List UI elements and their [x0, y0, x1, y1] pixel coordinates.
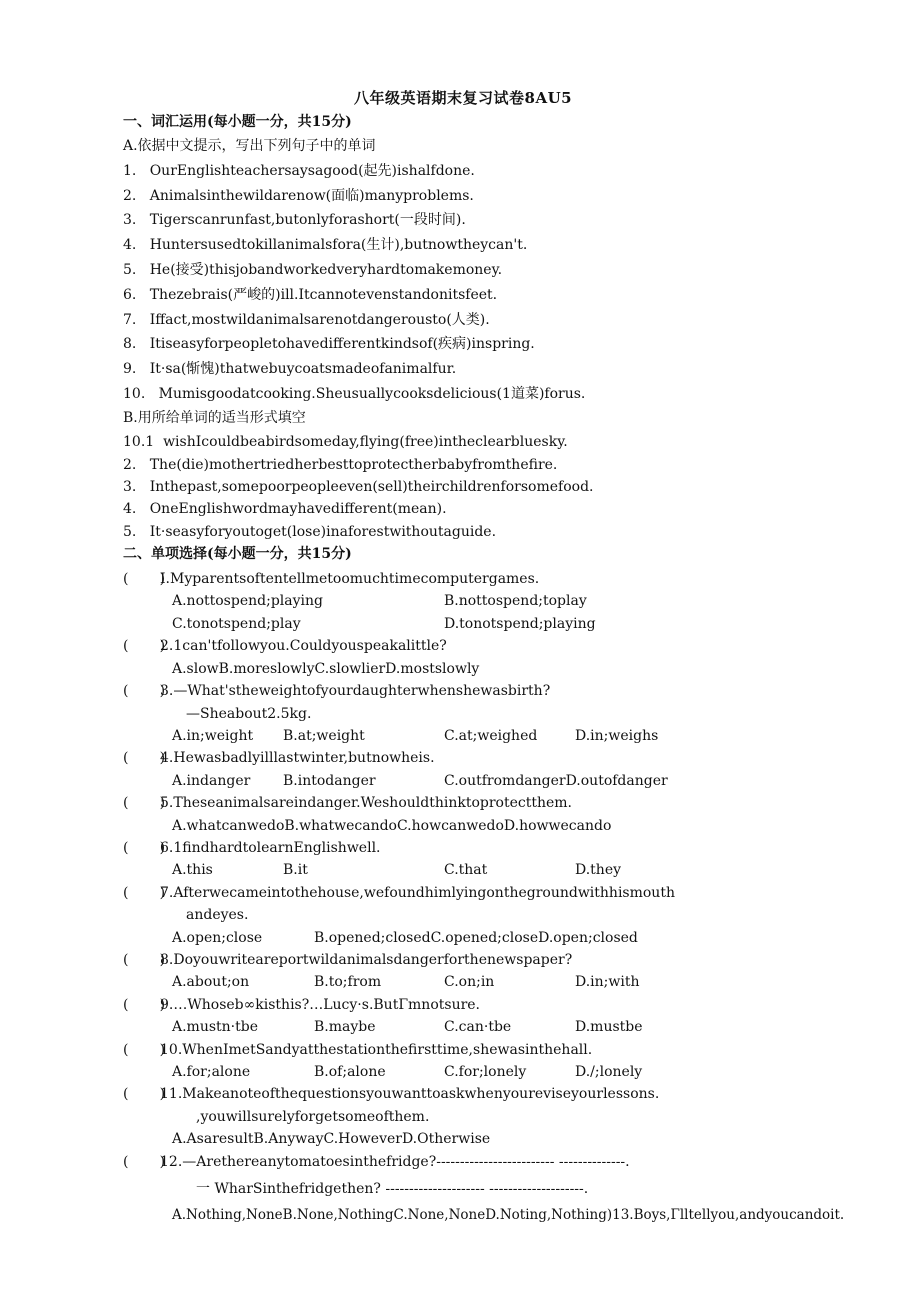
- option-d: D.in;with: [575, 974, 640, 990]
- answer-bracket: ( ): [123, 571, 166, 587]
- option-a: A.about;on: [172, 974, 250, 990]
- option-b: B.at;weight: [283, 728, 365, 744]
- form-item-1: 10.1 wishIcouldbeabirdsomeday,flying(free)intheclearbluesky.: [123, 434, 568, 450]
- part-a-heading: A.依据中文提示，写出下列句子中的单词: [123, 138, 376, 154]
- option-a: A.this: [172, 862, 213, 878]
- part-b-heading: B.用所给单词的适当形式填空: [123, 410, 306, 426]
- option-a: A.indanger: [172, 773, 251, 789]
- question-12: 12.—Arethereanytomatoesinthefridge?------------------------- --------------.: [160, 1154, 630, 1170]
- option-cd: C.outfromdangerD.outofdanger: [444, 773, 668, 789]
- answer-bracket: ( ): [123, 683, 166, 699]
- vocab-item-7: 7. Iffact,mostwildanimalsarenotdangerousto(人类).: [123, 312, 490, 328]
- question-8: 8.Doyouwriteareportwildanimalsdangerforthenewspaper?: [160, 952, 573, 968]
- question-1: I.Myparentsoftentellmetoomuchtimecomputergames.: [160, 571, 540, 587]
- option-c: C.that: [444, 862, 488, 878]
- option-c: C.on;in: [444, 974, 495, 990]
- answer-bracket: ( ): [123, 750, 166, 766]
- page-title: 八年级英语期末复习试卷8AU5: [354, 89, 573, 107]
- option-b: B.it: [283, 862, 308, 878]
- question-11-cont: ,youwillsurelyforgetsomeofthem.: [196, 1109, 430, 1125]
- option-d: D.in;weighs: [575, 728, 659, 744]
- option-b: B.to;from: [314, 974, 382, 990]
- form-item-3: 3. Inthepast,somepoorpeopleeven(sell)theirchildrenforsomefood.: [123, 479, 594, 495]
- vocab-item-6: 6. Thezebrais(严峻的)ill.Itcannotevenstandonitsfeet.: [123, 287, 498, 303]
- option-d: D.mustbe: [575, 1019, 643, 1035]
- question-11: 11.Makeanoteofthequestionsyouwanttoaskwhenyoureviseyourlessons.: [160, 1086, 660, 1102]
- options: A.slowB.moreslowlyC.slowlierD.mostslowly: [172, 661, 480, 677]
- option-a: A.for;alone: [172, 1064, 251, 1080]
- question-4: 4.Hewasbadlyilllastwinter,butnowheis.: [160, 750, 435, 766]
- question-5: 5.Theseanimalsareindanger.Weshouldthinktoprotectthem.: [160, 795, 572, 811]
- vocab-item-3: 3. Tigerscanrunfast,butonlyforashort(一段时间).: [123, 212, 466, 228]
- option-bcd: B.opened;closedC.opened;closeD.open;closed: [314, 930, 638, 946]
- question-3-cont: —Sheabout2.5kg.: [186, 706, 312, 722]
- answer-bracket: ( ): [123, 1042, 166, 1058]
- answer-bracket: ( ): [123, 840, 166, 856]
- section2-heading: 二、单项选择(每小题一分，共15分): [123, 546, 352, 562]
- option-c: C.at;weighed: [444, 728, 538, 744]
- options: A.AsaresultB.AnywayC.HoweverD.Otherwise: [172, 1131, 491, 1147]
- option-b: B.of;alone: [314, 1064, 386, 1080]
- option-c: C.for;lonely: [444, 1064, 527, 1080]
- vocab-item-9: 9. It·sa(惭愧)thatwebuycoatsmadeofanimalfur.: [123, 361, 457, 377]
- form-item-4: 4. OneEnglishwordmayhavedifferent(mean).: [123, 501, 447, 517]
- question-9: 9.…Whoseb∞kisthis?…Lucy·s.ButΓmnotsure.: [160, 997, 481, 1013]
- answer-bracket: ( ): [123, 997, 166, 1013]
- option-c: C.tonotspend;play: [172, 616, 301, 632]
- vocab-item-2: 2. Animalsinthewildarenow(面临)manyproblems.: [123, 188, 474, 204]
- question-7: 7.Afterwecameintothehouse,wefoundhimlyingonthegroundwithhismouth: [160, 885, 675, 901]
- option-d: D.they: [575, 862, 622, 878]
- question-6: 6.1findhardtolearnEnglishwell.: [160, 840, 381, 856]
- answer-bracket: ( ): [123, 795, 166, 811]
- vocab-item-8: 8. Itiseasyforpeopletohavedifferentkindsof(疾病)inspring.: [123, 336, 535, 352]
- question-2: 2.1can'tfollowyou.Couldyouspeakalittle?: [160, 638, 447, 654]
- answer-bracket: ( ): [123, 952, 166, 968]
- answer-bracket: ( ): [123, 1086, 166, 1102]
- question-12-cont: 一 WharSinthefridgethen? --------------------- --------------------.: [196, 1181, 589, 1197]
- option-c: C.can·tbe: [444, 1019, 512, 1035]
- option-d: D.tonotspend;playing: [444, 616, 596, 632]
- vocab-item-10: 10. Mumisgoodatcooking.Sheusuallycooksdelicious(1道菜)forus.: [123, 386, 586, 402]
- form-item-2: 2. The(die)mothertriedherbesttoprotectherbabyfromthefire.: [123, 457, 558, 473]
- vocab-item-4: 4. Huntersusedtokillanimalsfora(生计),butnowtheycan't.: [123, 237, 528, 253]
- question-7-cont: andeyes.: [186, 907, 249, 923]
- question-3: 3.—What'stheweightofyourdaughterwhenshewasbirth?: [160, 683, 551, 699]
- options: A.whatcanwedoB.whatwecandoC.howcanwedoD.howwecando: [172, 818, 612, 834]
- question-10: 10.WhenImetSandyatthestationthefirsttime,shewasinthehall.: [160, 1042, 593, 1058]
- option-a: A.in;weight: [172, 728, 254, 744]
- section1-heading: 一、词汇运用(每小题一分，共15分): [123, 114, 352, 130]
- option-b: B.maybe: [314, 1019, 376, 1035]
- option-a: A.nottospend;playing: [172, 593, 323, 609]
- form-item-5: 5. It·seasyforyoutoget(lose)inaforestwithoutaguide.: [123, 524, 497, 540]
- option-d: D./;lonely: [575, 1064, 643, 1080]
- answer-bracket: ( ): [123, 638, 166, 654]
- option-b: B.intodanger: [283, 773, 376, 789]
- answer-bracket: ( ): [123, 1154, 166, 1170]
- vocab-item-5: 5. He(接受)thisjobandworkedveryhardtomakemoney.: [123, 262, 503, 278]
- option-b: B.nottospend;toplay: [444, 593, 587, 609]
- answer-bracket: ( ): [123, 885, 166, 901]
- option-a: A.open;close: [172, 930, 263, 946]
- option-a: A.mustn·tbe: [172, 1019, 259, 1035]
- vocab-item-1: 1. OurEnglishteachersaysagood(起先)ishalfdone.: [123, 163, 475, 179]
- options: A.Nothing,NoneB.None,NothingC.None,NoneD.Noting,Nothing)13.Boys,Γlltellyou,andyoucandoit.: [172, 1207, 845, 1223]
